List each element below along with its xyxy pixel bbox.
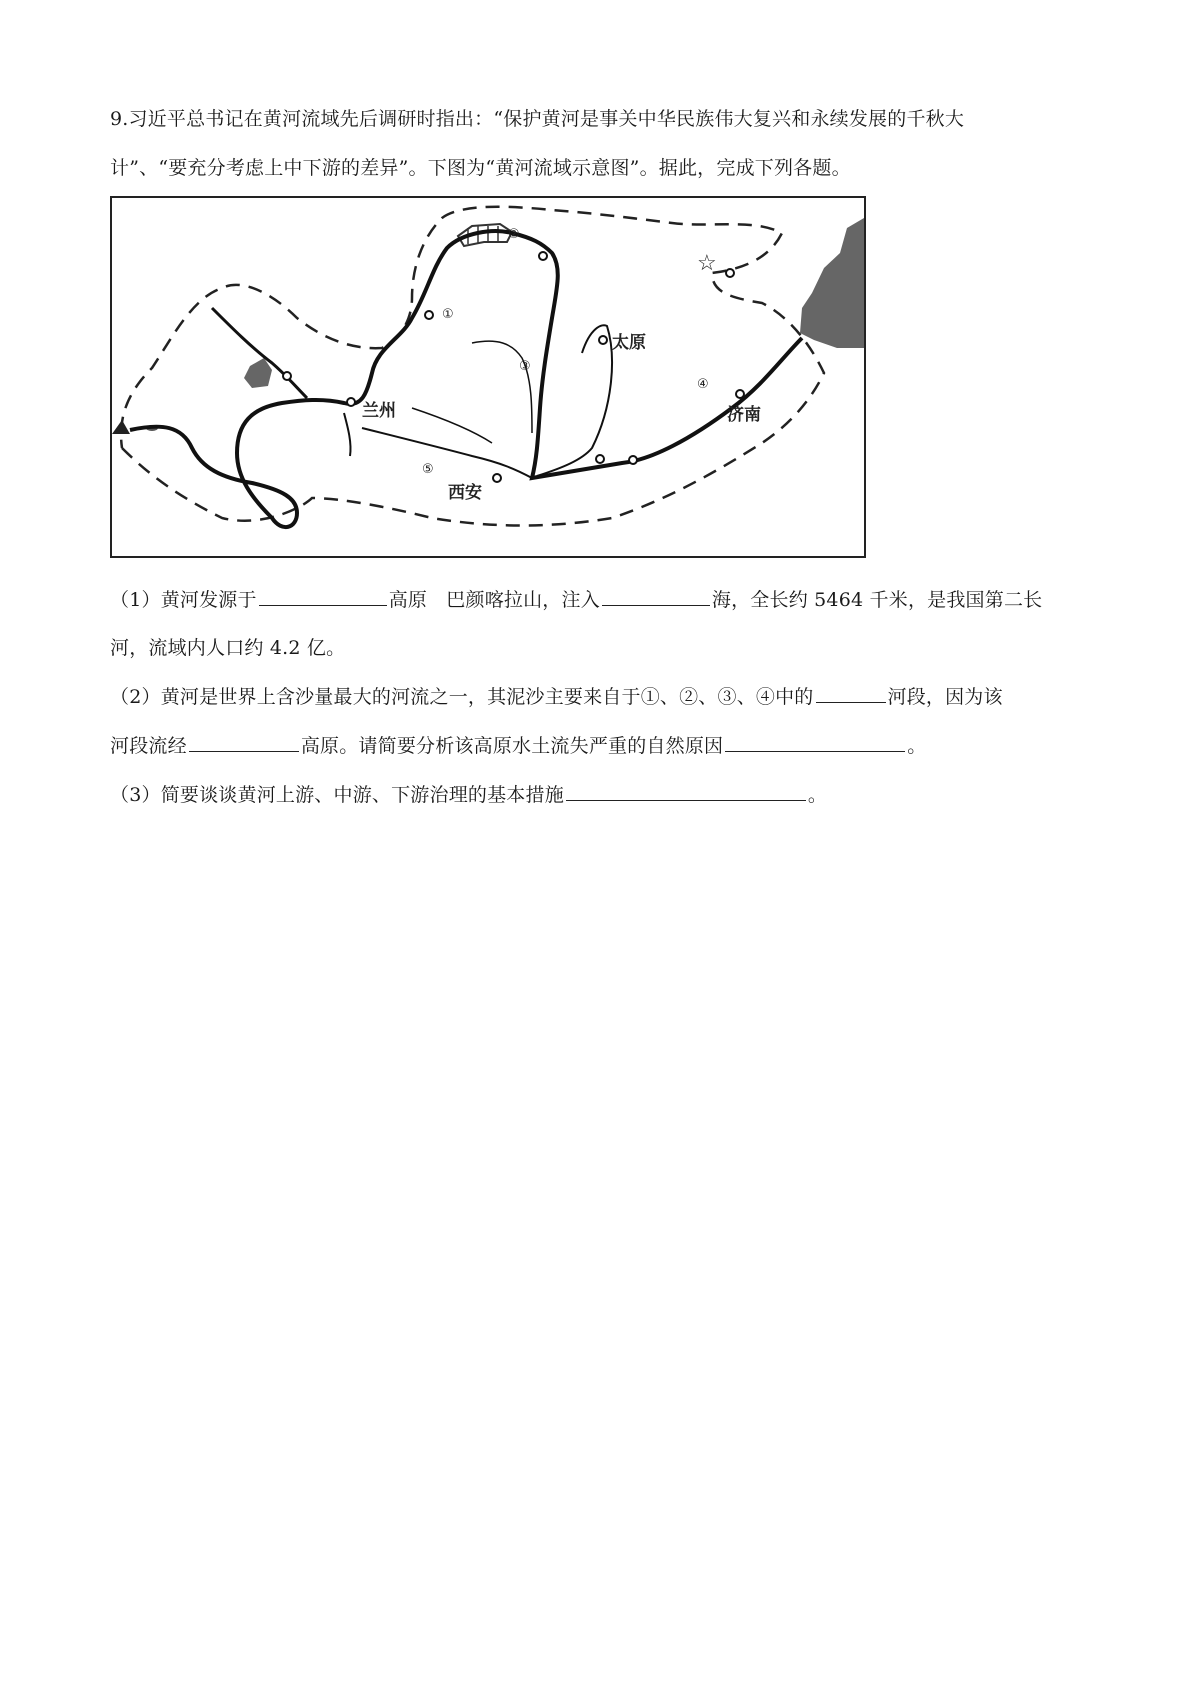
question-intro-line2: 计”、“要充分考虑上中下游的差异”。下图为“黄河流域示意图”。据此，完成下列各题。	[110, 157, 851, 179]
section-label-1: ①	[442, 307, 454, 322]
tributary-taohe	[344, 413, 351, 456]
sub-question-3-line1: （3）简要谈谈黄河上游、中游、下游治理的基本措施 。	[110, 784, 828, 806]
tributary-weihe	[362, 428, 532, 478]
city-marker-taiyuan	[599, 336, 607, 344]
label-xian: 西安	[448, 483, 482, 503]
sub-question-2-line1: （2）黄河是世界上含沙量最大的河流之一，其泥沙主要来自于①、②、③、④中的 河段，因为该	[110, 686, 1003, 708]
city-marker-tianjin	[726, 269, 734, 277]
section-label-5: ⑤	[422, 462, 434, 477]
sub-question-1-line2: 河，流域内人口约 4.2 亿。	[110, 637, 346, 659]
answer-blank-q2-plateau[interactable]	[189, 733, 299, 752]
label-jinan: 济南	[727, 405, 761, 425]
section-label-3: ③	[519, 359, 531, 374]
city-marker-xian	[493, 474, 501, 482]
tributary-jinghe	[412, 408, 492, 443]
lake-area	[244, 358, 272, 388]
section-label-4: ④	[697, 377, 709, 392]
sub-question-1-line1: （1）黄河发源于 高原 巴颜喀拉山，注入 海，全长约 5464 千米，是我国第二长	[110, 589, 1043, 611]
answer-blank-q1-sea[interactable]	[602, 587, 710, 606]
city-marker-xining	[283, 372, 291, 380]
answer-blank-q2-section[interactable]	[816, 684, 886, 703]
city-marker-yinchuan	[425, 311, 433, 319]
yellow-river-basin-map	[110, 196, 866, 558]
answer-blank-q2-reason[interactable]	[725, 733, 905, 752]
sub-question-2-line2: 河段流经 高原。请简要分析该高原水土流失严重的自然原因 。	[110, 735, 927, 757]
answer-blank-q1-plateau[interactable]	[259, 587, 387, 606]
section-label-2: ②	[508, 227, 520, 242]
sea-area	[800, 218, 864, 348]
tributary-beiluo	[472, 341, 532, 433]
city-marker-luoyang	[596, 455, 604, 463]
city-marker-jinan	[736, 390, 744, 398]
label-lanzhou: 兰州	[362, 401, 396, 421]
label-taiyuan: 太原	[612, 333, 646, 353]
capital-star-icon: ☆	[697, 251, 717, 276]
answer-blank-q3-measures[interactable]	[566, 782, 806, 801]
city-marker-lanzhou	[347, 398, 355, 406]
city-marker-zhengzhou	[629, 456, 637, 464]
question-intro-line1: 9.习近平总书记在黄河流域先后调研时指出：“保护黄河是事关中华民族伟大复兴和永续发展的千秋大	[110, 108, 965, 130]
map-svg	[112, 198, 864, 556]
city-marker-baotou	[539, 252, 547, 260]
